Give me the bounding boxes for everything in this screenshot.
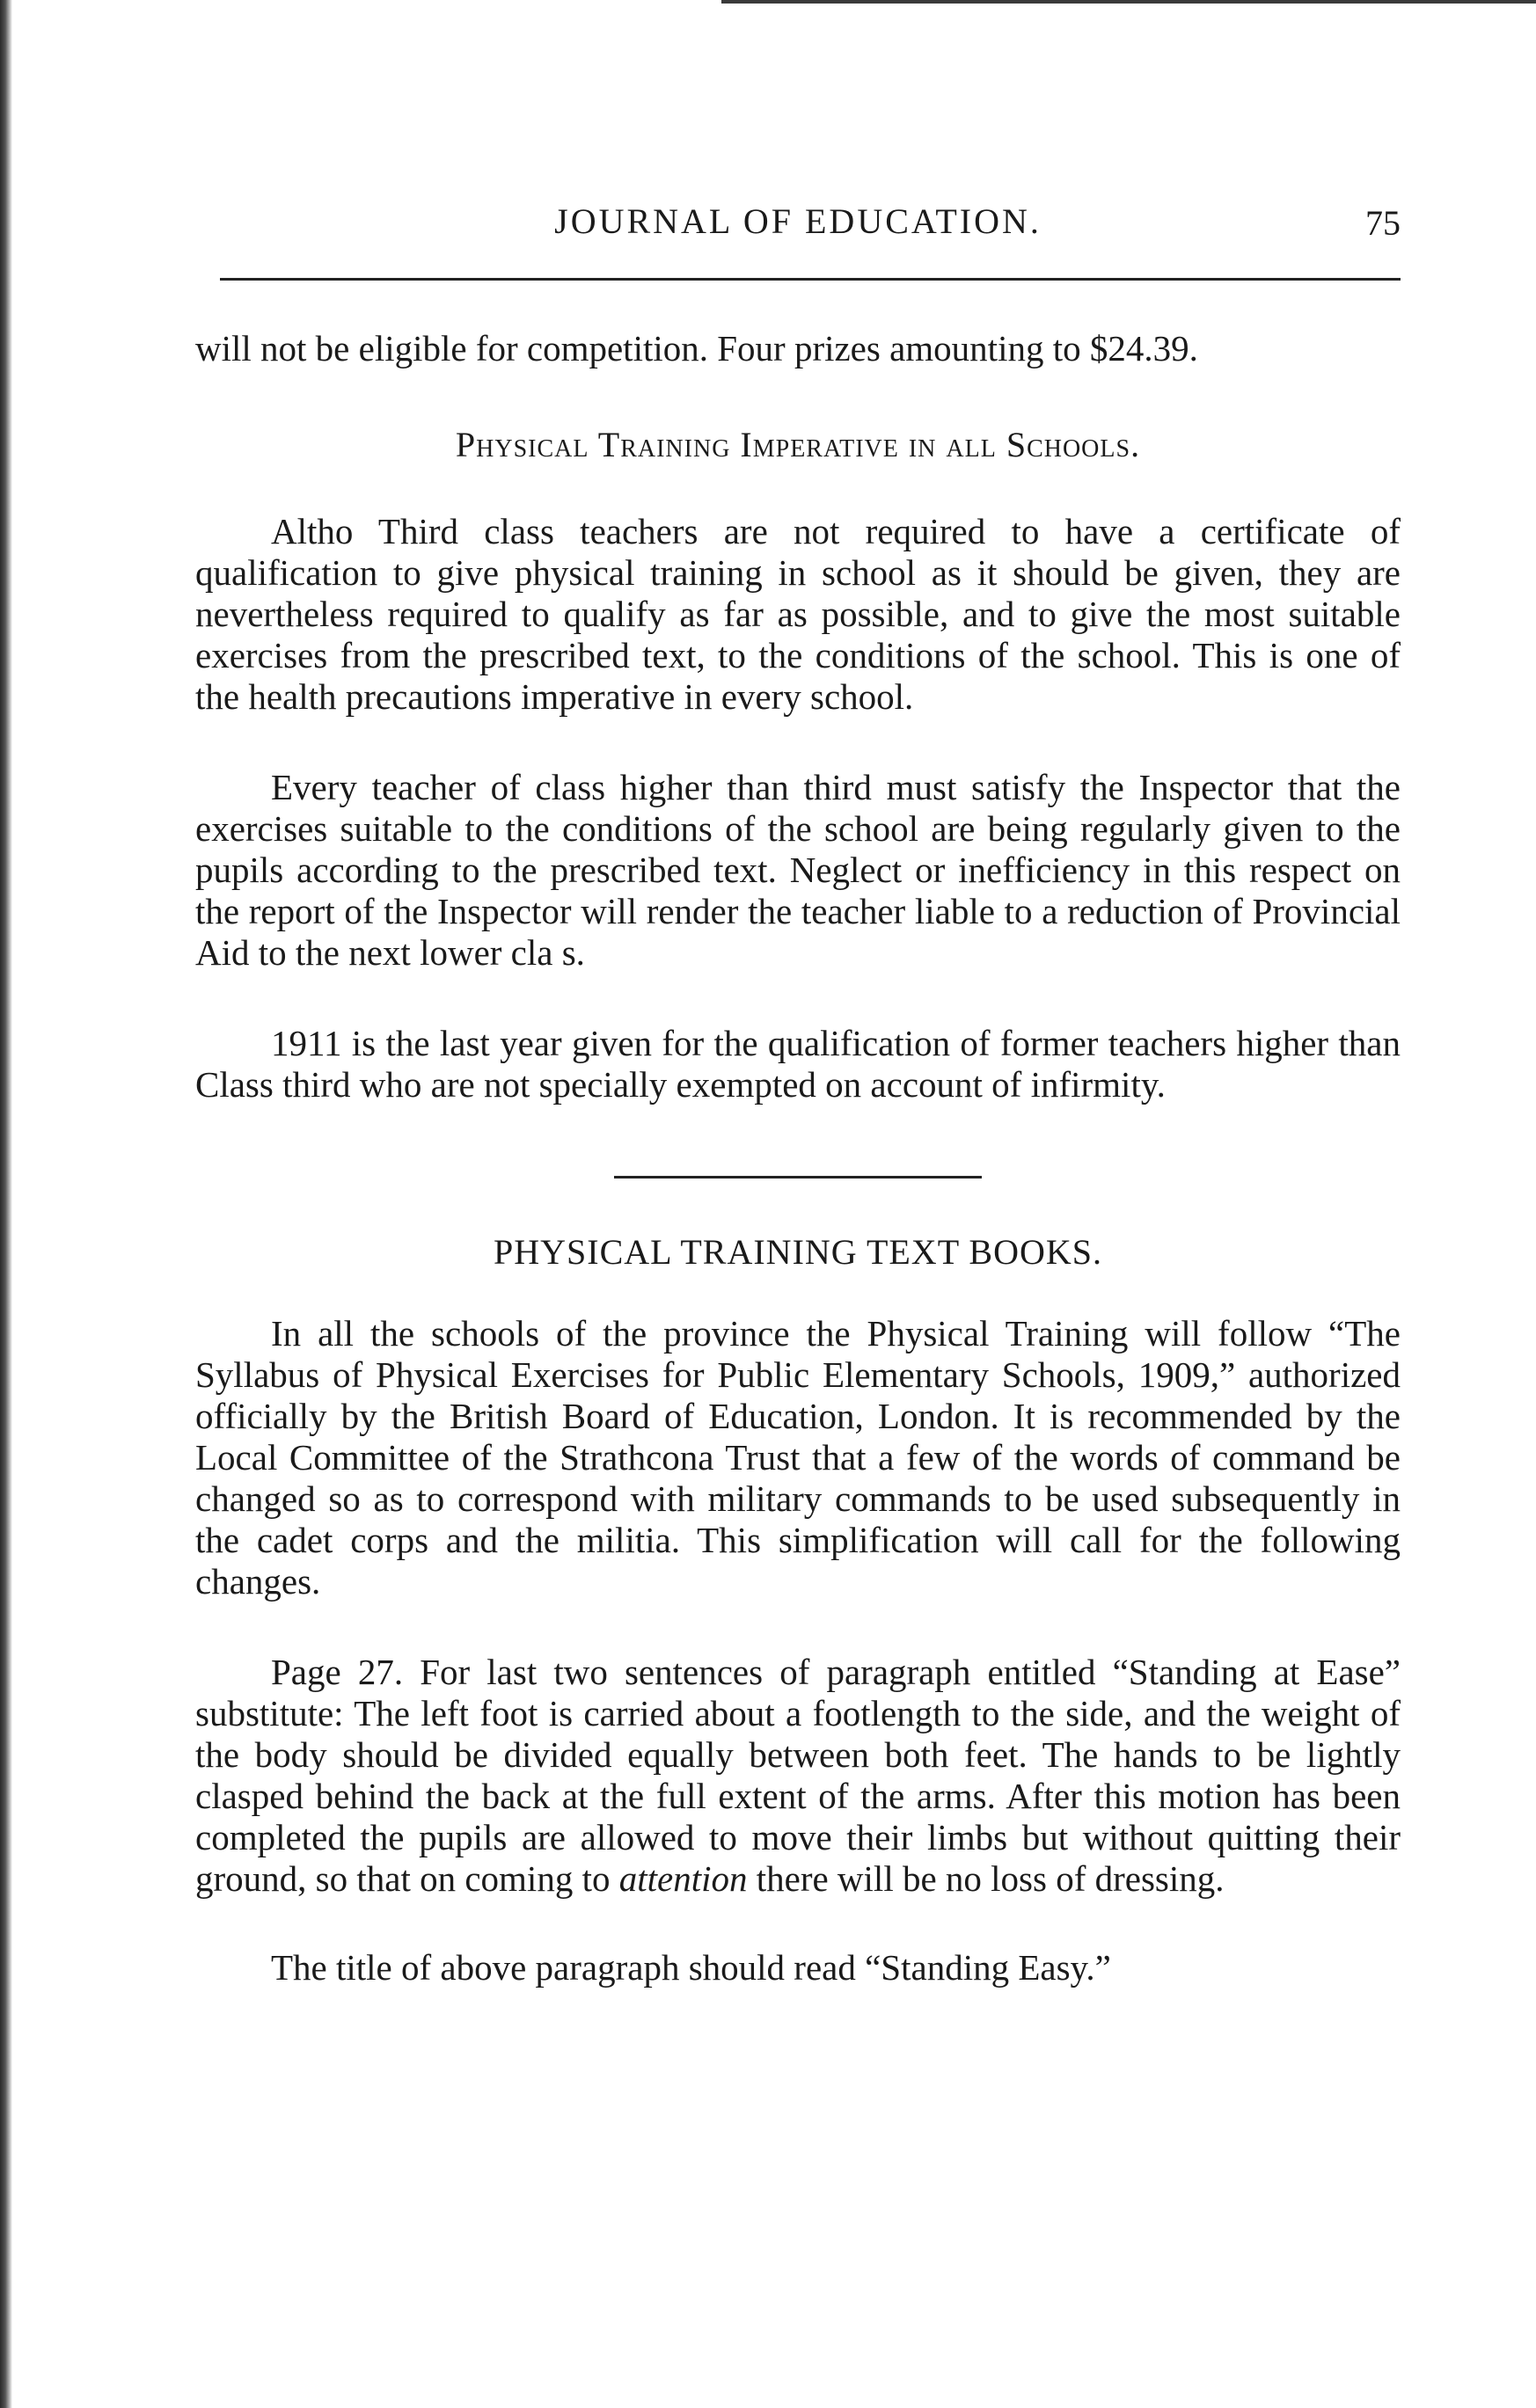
paragraph-third-class-teachers: Altho Third class teachers are not required to have a certificate of qualification to give physical training in school as it should be given, they are nevertheless required to qualify as far as possible, and to give the most suitable exercises from the prescribed text, to the conditions of the school. This is one of the health precautions imperative in every school. (195, 511, 1401, 717)
section-heading-text-books: PHYSICAL TRAINING TEXT BOOKS. (493, 1232, 1102, 1272)
section-divider-rule (614, 1176, 982, 1178)
paragraph-syllabus: In all the schools of the province the Physical Training will follow “The Syllabus of Physical Exercises for Public Elementary Schools, 1909,” authorized officially by the British Board of Education, London. It is recommended by the Local Committee of the Strathcona Trust that a few of the words of command be changed so as to correspond with military commands to be used subsequently in the cadet corps and the militia. This simplification will call for the following changes. (195, 1313, 1401, 1602)
journal-page (195, 176, 1401, 1988)
page-top-edge (721, 0, 1536, 4)
paragraph-title-standing-easy: The title of above paragraph should read “Standing Easy.” (271, 1947, 1111, 1988)
running-head (195, 176, 1401, 243)
continuation-paragraph: will not be eligible for competition. Four prizes amounting to $24.39. (195, 328, 1198, 368)
paragraph-qualification-deadline: 1911 is the last year given for the qualification of former teachers higher than Class third who are not specially exempted on account of infirmity. (195, 1023, 1401, 1105)
paragraph-higher-class-teachers: Every teacher of class higher than third must satisfy the Inspector that the exercises suitable to the conditions of the school are being regularly given to the pupils according to the prescribed text. Neglect or inefficiency in this respect on the report of the Inspector will render the teacher liable to a reduction of Provincial Aid to the next lower cla s. (195, 767, 1401, 973)
attention-italic-word: attention (618, 1858, 748, 1899)
section-heading-physical-training-imperative: Physical Training Imperative in all Schools. (455, 425, 1141, 464)
header-rule (220, 278, 1401, 281)
paragraph-page-27-end: there will be no loss of dressing. (756, 1858, 1225, 1899)
paragraph-page-27-standing-at-ease (195, 1652, 1401, 1900)
paragraph-page-27-text: Page 27. For last two sentences of paragraph entitled “Standing at Ease” substitute: The left foot is carried about a footlength to the side, and the weight of the body should be divided equally between both feet. The hands to be lightly clasped behind the back at the full extent of the arms. After this motion has been completed the pupils are allowed to move their limbs but without quitting their ground, so that on coming to (195, 1652, 1401, 1899)
page-number: 75 (1365, 203, 1401, 243)
journal-title: JOURNAL OF EDUCATION. (554, 201, 1042, 241)
page-binding-edge (0, 0, 12, 2408)
